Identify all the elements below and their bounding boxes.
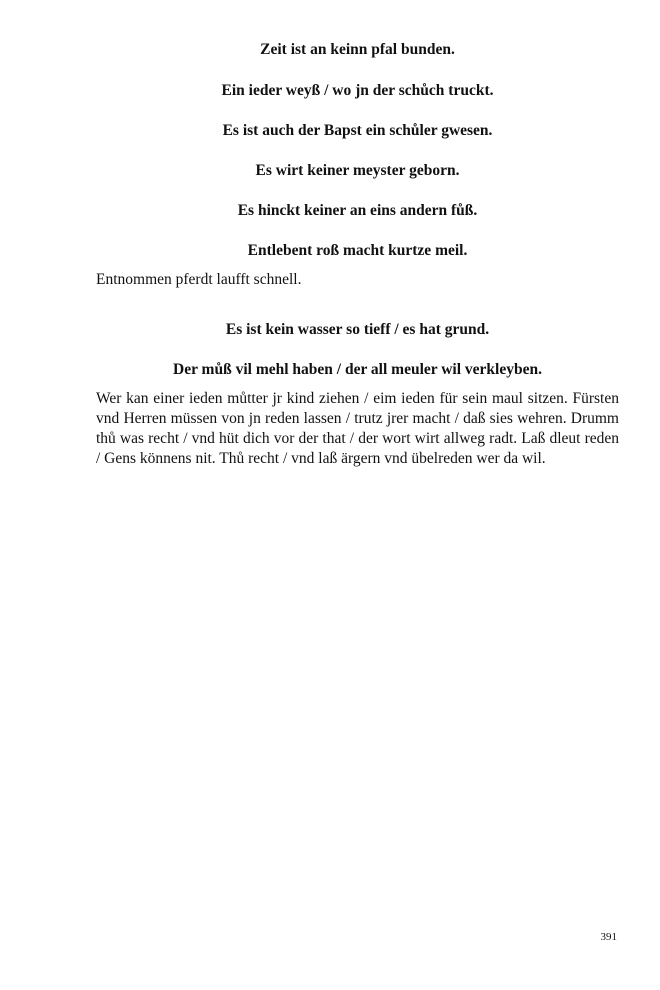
proverb-heading: Es hinckt keiner an eins andern fůß. (237, 202, 478, 219)
proverb-plain-line: Entnommen pferdt laufft schnell. (96, 271, 302, 288)
proverb-heading: Der můß vil mehl haben / der all meuler wil verkleyben. (173, 361, 542, 378)
proverb-heading: Entlebent roß macht kurtze meil. (247, 242, 468, 259)
proverb-heading: Es ist auch der Bapst ein schůler gwesen. (222, 122, 493, 139)
proverb-heading: Zeit ist an keinn pfal bunden. (260, 41, 455, 58)
proverb-heading: Ein ieder weyß / wo jn der schůch truckt. (221, 82, 494, 99)
proverb-heading: Es wirt keiner meyster geborn. (255, 162, 460, 179)
proverb-heading: Es ist kein wasser so tieff / es hat grund. (225, 321, 490, 338)
book-page (96, 0, 619, 990)
page-number: 391 (600, 931, 617, 943)
body-paragraph: Wer kan einer ieden můtter jr kind ziehen / eim ieden für sein maul sitzen. Fürsten vnd Herren müssen von jn reden lassen / trutz jrer macht / daß sies wehren. Drumm thů was recht / vnd hüt dich vor der that / der wort wirt allweg radt. Laß dleut reden / Gens könnens nit. Thů recht / vnd laß ärgern vnd übelreden wer da wil. (96, 390, 619, 467)
